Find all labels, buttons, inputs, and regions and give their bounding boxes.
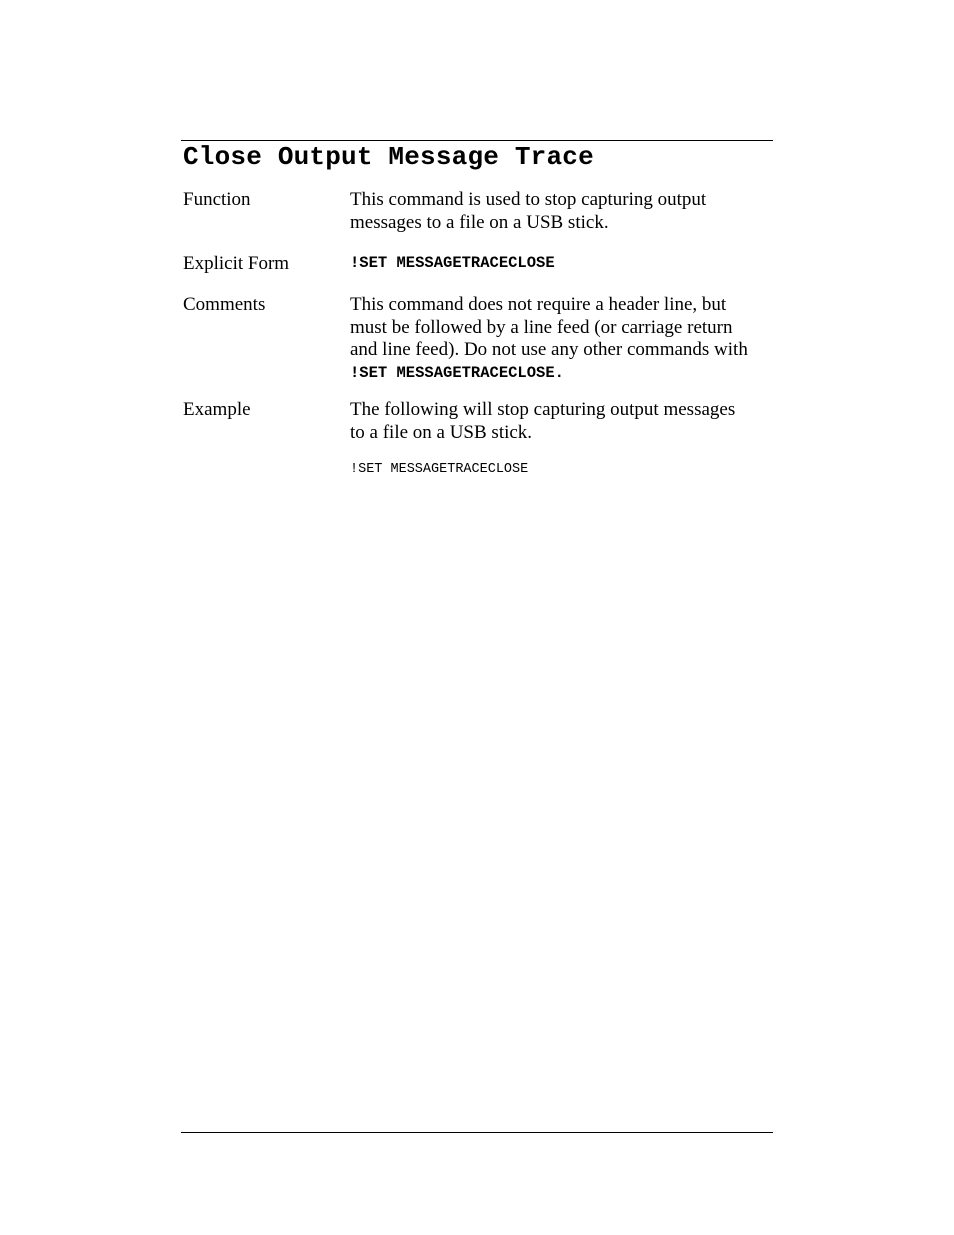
explicit-form-value <box>350 252 790 275</box>
example-code: !SET MESSAGETRACECLOSE <box>350 462 529 477</box>
bottom-rule <box>181 1132 773 1133</box>
comments-line-2: must be followed by a line feed (or carriage return <box>350 316 733 338</box>
function-description <box>350 189 790 234</box>
comments-line-3: and line feed). Do not use any other commands with <box>350 339 748 360</box>
explicit-form-label: Explicit Form <box>183 253 290 274</box>
function-line-2: messages to a file on a USB stick. <box>350 211 609 233</box>
comments-line-1: This command does not require a header line, but <box>350 294 727 315</box>
page-title: Close Output Message Trace <box>183 142 594 172</box>
function-label: Function <box>183 189 251 210</box>
example-label: Example <box>183 399 251 420</box>
comments-label: Comments <box>183 294 266 315</box>
function-line-1: This command is used to stop capturing output <box>350 189 707 210</box>
explicit-form-command: !SET MESSAGETRACECLOSE <box>350 254 555 272</box>
example-line-2: to a file on a USB stick. <box>350 421 533 443</box>
example-description <box>350 399 790 444</box>
comments-command: !SET MESSAGETRACECLOSE. <box>350 363 564 382</box>
example-line-1: The following will stop capturing output messages <box>350 399 736 420</box>
comments-description <box>350 294 790 384</box>
